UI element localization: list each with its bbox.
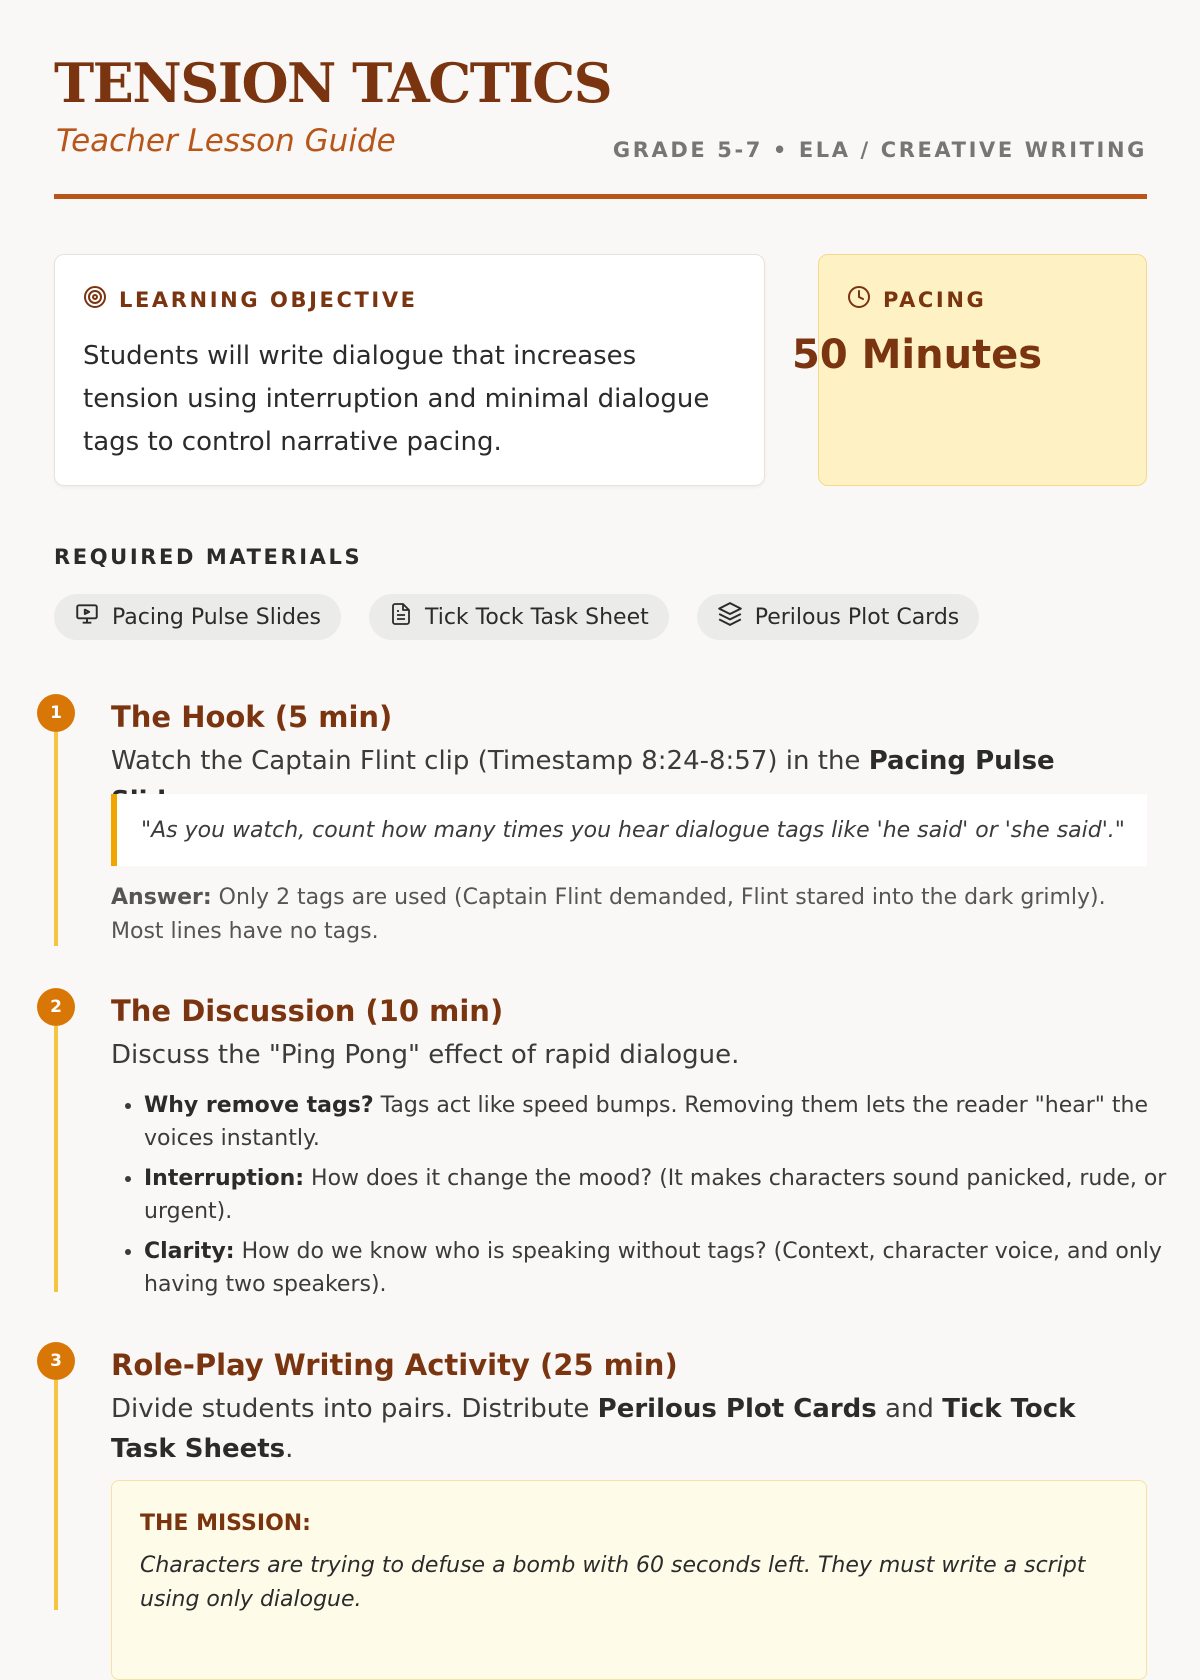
list-item: • Clarity: How do we know who is speaking without tags? (Context, character voice, and only having two speakers). [144, 1235, 1180, 1301]
presentation-icon [74, 601, 100, 633]
header-divider [54, 194, 1147, 199]
answer-note: Answer: Only 2 tags are used (Captain Flint demanded, Flint stared into the dark grimly). Most lines have no tags. [111, 885, 1106, 944]
list-item: • Why remove tags? Tags act like speed bumps. Removing them lets the reader "hear" the voices instantly. [144, 1089, 1180, 1155]
step-number-marker: 2 [37, 988, 75, 1026]
step-title: Role-Play Writing Activity (25 min) [111, 1348, 678, 1382]
pacing-header [847, 285, 986, 314]
mission-box [111, 1480, 1147, 1680]
materials-list [54, 594, 979, 640]
timeline-line [54, 1026, 58, 1292]
document-icon [389, 601, 413, 633]
step-number-marker: 3 [37, 1342, 75, 1380]
page-subtitle: Teacher Lesson Guide [56, 123, 396, 159]
material-label: Tick Tock Task Sheet [424, 604, 649, 630]
pacing-heading: PACING [883, 287, 987, 312]
material-label: Perilous Plot Cards [754, 604, 960, 630]
learning-objective-heading: LEARNING OBJECTIVE [119, 287, 418, 312]
pacing-value: 50 Minutes [792, 332, 1043, 378]
page-title: TENSION TACTICS [54, 51, 612, 115]
timeline-line [54, 1380, 58, 1610]
step-description: Watch the Captain Flint clip (Timestamp 8:24-8:57) in the Pacing Pulse [111, 746, 1055, 776]
target-icon [83, 285, 107, 314]
mission-heading: THE MISSION: [140, 1511, 311, 1536]
teacher-prompt-quote: "As you watch, count how many times you hear dialogue tags like 'he said' or 'she said'." [111, 794, 1147, 866]
learning-objective-header [83, 285, 418, 314]
learning-objective-text: Students will write dialogue that increases tension using interruption and minimal dialogue tags to control narrative pacing. [83, 341, 710, 457]
step-description: Discuss the "Ping Pong" effect of rapid dialogue. [111, 1040, 740, 1070]
material-chip-task-sheet[interactable] [369, 594, 669, 640]
materials-heading: REQUIRED MATERIALS [54, 545, 363, 569]
material-label: Pacing Pulse Slides [112, 604, 321, 630]
step-title: The Discussion (10 min) [111, 994, 504, 1028]
learning-objective-card [54, 254, 765, 486]
grade-subject-label: GRADE 5-7 • ELA / CREATIVE WRITING [612, 138, 1147, 162]
clock-icon [847, 285, 871, 314]
discussion-points [111, 1089, 1180, 1308]
step-title: The Hook (5 min) [111, 700, 393, 734]
step-number-marker: 1 [37, 694, 75, 732]
timeline-line [54, 732, 58, 946]
mission-text: Characters are trying to defuse a bomb with 60 seconds left. They must write a script using only dialogue. [140, 1553, 1086, 1612]
list-item: • Interruption: How does it change the mood? (It makes characters sound panicked, rude, or urgent). [144, 1162, 1180, 1228]
material-chip-plot-cards[interactable] [697, 594, 980, 640]
material-chip-slides[interactable] [54, 594, 341, 640]
step-description: Divide students into pairs. Distribute Perilous Plot Cards and Tick Tock Task Sheets. [111, 1394, 1076, 1464]
layers-icon [717, 601, 743, 633]
